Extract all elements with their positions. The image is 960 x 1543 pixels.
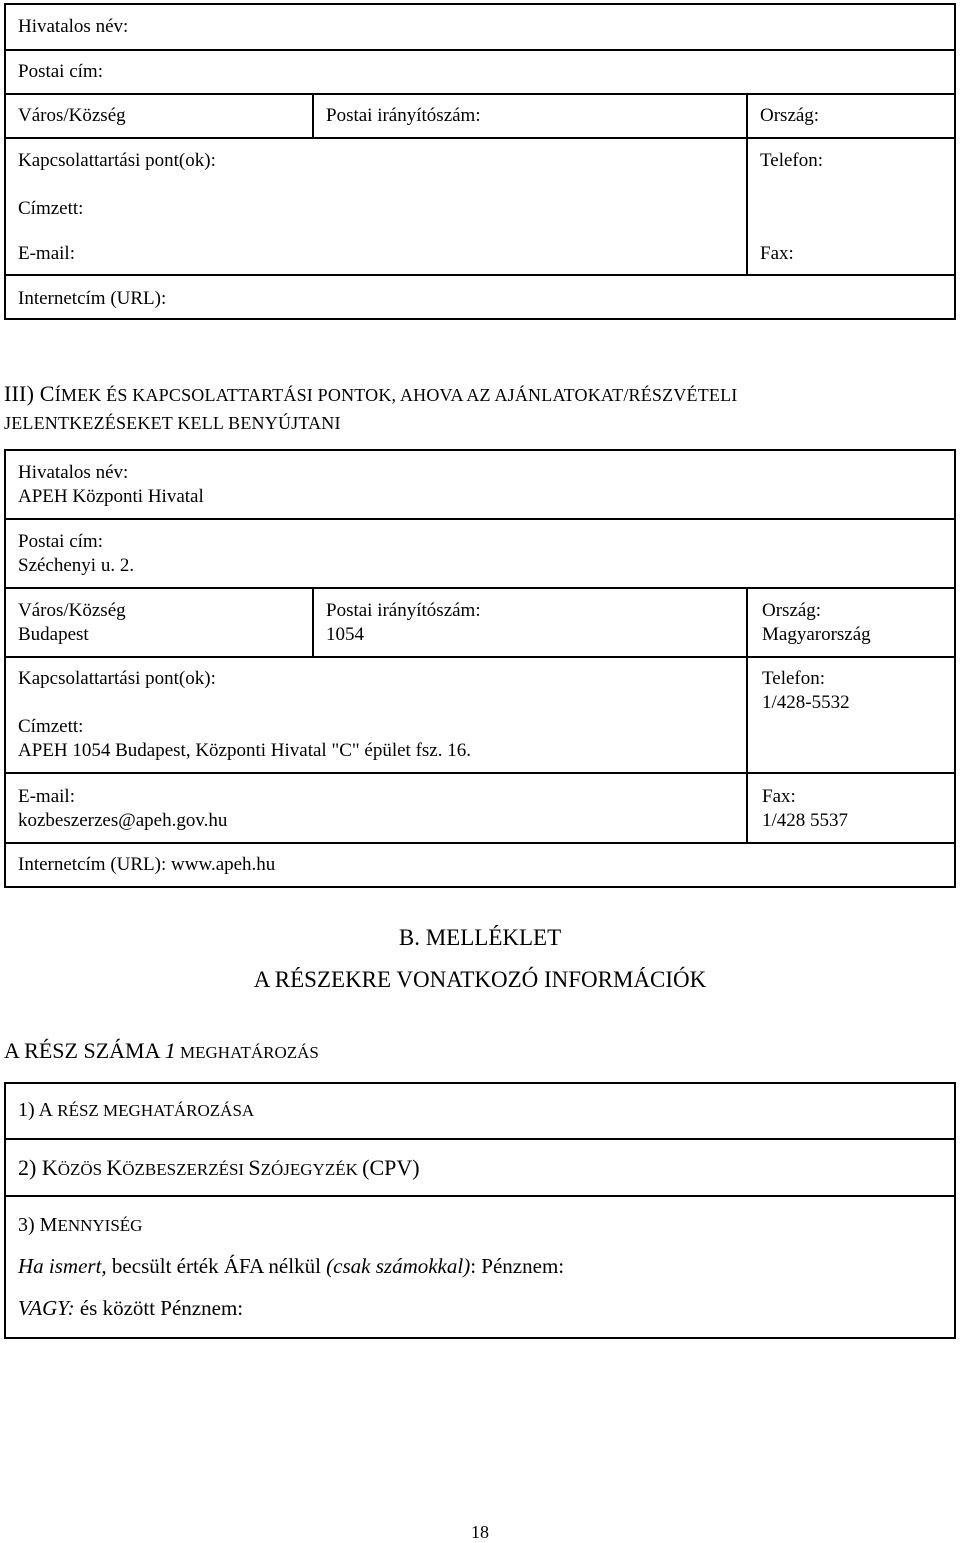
country-label: Ország:	[762, 600, 822, 621]
divider	[4, 274, 956, 276]
fax-label: Fax:	[760, 243, 794, 264]
email-value: kozbeszerzes@apeh.gov.hu	[18, 810, 228, 831]
addressee-label: Címzett:	[18, 198, 84, 219]
postal-address-label: Postai cím:	[18, 61, 103, 82]
fax-label: Fax:	[762, 786, 796, 807]
divider	[746, 93, 748, 274]
divider	[312, 93, 314, 137]
divider	[4, 1138, 956, 1140]
contact-points-label: Kapcsolattartási pont(ok):	[18, 668, 216, 689]
postal-address-label: Postai cím:	[18, 531, 103, 552]
official-name-value: APEH Központi Hivatal	[18, 486, 204, 507]
divider	[4, 93, 956, 95]
phone-label: Telefon:	[762, 668, 826, 689]
value-range-line: VAGY: és között Pénznem:	[18, 1296, 244, 1320]
postal-code-value: 1054	[326, 624, 364, 645]
divider	[4, 518, 956, 520]
country-value: Magyarország	[762, 624, 871, 645]
city-label: Város/Község	[18, 600, 126, 621]
divider	[4, 842, 956, 844]
annex-subtitle: A RÉSZEKRE VONATKOZÓ INFORMÁCIÓK	[253, 967, 707, 992]
internet-label: Internetcím (URL):	[18, 854, 167, 875]
item-3-heading: 3) MENNYISÉG	[18, 1214, 143, 1236]
divider	[4, 49, 956, 51]
phone-label: Telefon:	[760, 150, 824, 171]
divider	[4, 137, 956, 139]
addressee-label: Címzett:	[18, 716, 84, 737]
divider	[4, 1195, 956, 1197]
part-heading: A RÉSZ SZÁMA 1 MEGHATÁROZÁS	[4, 1038, 319, 1063]
internet-value: www.apeh.hu	[171, 854, 276, 875]
section-3-heading-line2: JELENTKEZÉSEKET KELL BENYÚJTANI	[4, 413, 341, 433]
part-number: 1	[164, 1038, 176, 1063]
divider	[312, 587, 314, 656]
email-label: E-mail:	[18, 786, 75, 807]
country-label: Ország:	[760, 105, 820, 126]
email-label: E-mail:	[18, 243, 75, 264]
official-name-label: Hivatalos név:	[18, 462, 129, 483]
section-3-heading: III) CÍMEK ÉS KAPCSOLATTARTÁSI PONTOK, AHOVA AZ AJÁNLATOKAT/RÉSZVÉTELI	[4, 381, 738, 406]
addressee-value: APEH 1054 Budapest, Központi Hivatal "C" épület fsz. 16.	[18, 740, 471, 761]
official-name-label: Hivatalos név:	[18, 16, 129, 37]
item-1-heading: 1) A RÉSZ MEGHATÁROZÁSA	[18, 1099, 255, 1121]
page-number: 18	[471, 1522, 489, 1542]
contact-points-label: Kapcsolattartási pont(ok):	[18, 150, 216, 171]
postal-code-label: Postai irányítószám:	[326, 105, 481, 126]
internet-label: Internetcím (URL):	[18, 288, 167, 309]
city-label: Város/Község	[18, 105, 126, 126]
estimated-value-line: Ha ismert, becsült érték ÁFA nélkül (csak számokkal): Pénznem:	[18, 1254, 565, 1278]
postal-address-value: Széchenyi u. 2.	[18, 555, 135, 576]
city-value: Budapest	[18, 624, 89, 645]
divider	[746, 587, 748, 842]
item-2-heading: 2) KÖZÖS KÖZBESZERZÉSI SZÓJEGYZÉK (CPV)	[18, 1155, 420, 1180]
divider	[4, 656, 956, 658]
fax-value: 1/428 5537	[762, 810, 849, 831]
divider	[4, 772, 956, 774]
postal-code-label: Postai irányítószám:	[326, 600, 481, 621]
phone-value: 1/428-5532	[762, 692, 850, 713]
divider	[4, 587, 956, 589]
annex-title: B. MELLÉKLET	[398, 925, 562, 950]
internet-row	[18, 854, 275, 876]
